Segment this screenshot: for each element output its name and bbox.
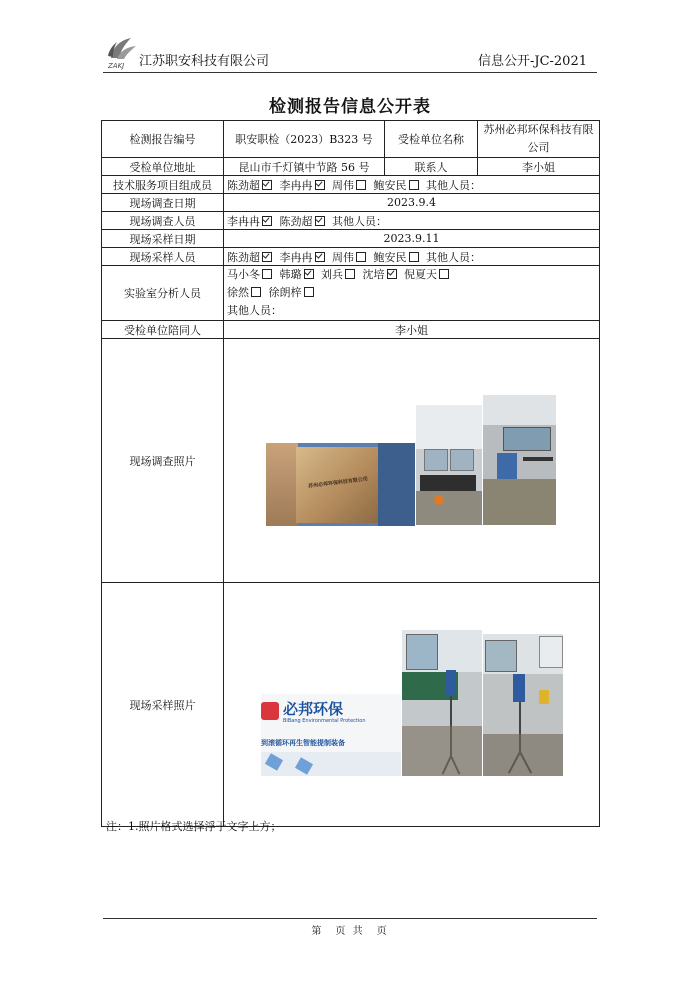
- contact-value: 李小姐: [478, 158, 600, 176]
- other-personnel-label: 其他人员：: [426, 250, 481, 264]
- report-no-label: 检测报告编号: [102, 121, 224, 158]
- checklist-item: 马小冬: [227, 268, 260, 281]
- team-checklist: [224, 176, 600, 194]
- checked-box-icon[interactable]: [387, 269, 397, 279]
- checklist-item: 刘兵: [321, 268, 343, 281]
- table-row: [102, 339, 600, 583]
- banner-slogan: 到滚循环再生智能提制装备: [261, 739, 345, 747]
- footnote: 注：1.照片格式选择浮于文字上方；: [106, 820, 282, 833]
- checklist-item: 陈劲超: [227, 250, 260, 264]
- page-header: [103, 30, 597, 73]
- client-value: 苏州必邦环保科技有限公司: [478, 121, 600, 158]
- sampling-photo-1: [402, 630, 482, 776]
- unchecked-box-icon[interactable]: [262, 269, 272, 279]
- surveyors-label: 现场调查人员: [102, 212, 224, 230]
- logo-text: ZAKJ: [108, 62, 125, 70]
- checklist-item: 沈培: [362, 268, 385, 281]
- contact-label: 联系人: [385, 158, 478, 176]
- table-row: [102, 266, 600, 321]
- checklist-item: 徐然: [227, 286, 249, 299]
- unchecked-box-icon[interactable]: [409, 252, 419, 262]
- address-value: 昆山市千灯镇中节路 56 号: [224, 158, 385, 176]
- team-label: 技术服务项目组成员: [102, 176, 224, 194]
- checklist-item: 徐朗梓: [268, 286, 302, 299]
- table-row: [102, 194, 600, 212]
- checklist-item: 韩璐: [279, 268, 302, 281]
- survey-photos-label: 现场调查照片: [102, 339, 224, 583]
- table-row: [102, 230, 600, 248]
- escort-label: 受检单位陪同人: [102, 321, 224, 339]
- plaque-text: 苏州必邦环保科技有限公司: [307, 476, 369, 490]
- unchecked-box-icon[interactable]: [251, 287, 261, 297]
- banner-photo: [261, 694, 401, 776]
- report-table: [101, 120, 600, 827]
- unchecked-box-icon[interactable]: [304, 287, 314, 297]
- table-row: [102, 121, 600, 158]
- survey-date-label: 现场调查日期: [102, 194, 224, 212]
- checked-box-icon[interactable]: [315, 216, 325, 226]
- checklist-item: 周伟: [332, 250, 354, 264]
- escort-value: 李小姐: [224, 321, 600, 339]
- table-row: [102, 212, 600, 230]
- unchecked-box-icon[interactable]: [356, 252, 366, 262]
- table-row: [102, 248, 600, 266]
- banner-brand: 必邦环保: [283, 700, 344, 718]
- company-logo-icon: [105, 32, 139, 70]
- workshop-photo: [416, 405, 482, 525]
- checked-box-icon[interactable]: [315, 252, 325, 262]
- checklist-item: 李冉冉: [279, 178, 313, 192]
- checklist-item: 倪夏天: [404, 268, 437, 281]
- table-row: [102, 176, 600, 194]
- checklist-item: 周伟: [332, 178, 354, 192]
- banner-english: BiBang Environmental Protection: [283, 718, 366, 724]
- survey-photos-cell: [224, 339, 600, 583]
- samplers-checklist: [224, 248, 600, 266]
- document-number: 信息公开-JC-2021: [477, 54, 587, 69]
- surveyors-checklist: [224, 212, 600, 230]
- unchecked-box-icon[interactable]: [439, 269, 449, 279]
- lab-checklist: [224, 266, 600, 321]
- checked-box-icon[interactable]: [304, 269, 314, 279]
- plaque-photo: [266, 443, 415, 526]
- unchecked-box-icon[interactable]: [356, 180, 366, 190]
- other-personnel-label: 其他人员：: [332, 214, 387, 228]
- checklist-item: 鲍安民: [373, 178, 407, 192]
- page-number: 第 页 共 页: [311, 926, 389, 937]
- sample-photos-label: 现场采样照片: [102, 583, 224, 827]
- page-title: 检测报告信息公开表: [269, 97, 431, 117]
- checklist-item: 李冉冉: [279, 250, 313, 264]
- other-personnel-label: 其他人员：: [227, 304, 282, 317]
- machine-photo: [483, 395, 556, 525]
- samplers-label: 现场采样人员: [102, 248, 224, 266]
- other-personnel-label: 其他人员：: [426, 178, 481, 192]
- client-label: 受检单位名称: [385, 121, 478, 158]
- sample-date-label: 现场采样日期: [102, 230, 224, 248]
- page-footer-rule: [103, 918, 597, 919]
- unchecked-box-icon[interactable]: [345, 269, 355, 279]
- checked-box-icon[interactable]: [315, 180, 325, 190]
- report-no-value: 职安职检（2023）B323 号: [224, 121, 385, 158]
- address-label: 受检单位地址: [102, 158, 224, 176]
- company-name: 江苏职安科技有限公司: [139, 54, 270, 69]
- table-row: [102, 583, 600, 827]
- lab-label: 实验室分析人员: [102, 266, 224, 321]
- sample-date-value: 2023.9.11: [224, 230, 600, 248]
- sampling-photo-2: [483, 634, 563, 776]
- checklist-item: 鲍安民: [373, 250, 407, 264]
- checklist-item: 陈劲超: [227, 178, 260, 192]
- checked-box-icon[interactable]: [262, 252, 272, 262]
- survey-date-value: 2023.9.4: [224, 194, 600, 212]
- checked-box-icon[interactable]: [262, 216, 272, 226]
- checklist-item: 李冉冉: [227, 214, 260, 228]
- checked-box-icon[interactable]: [262, 180, 272, 190]
- checklist-item: 陈劲超: [279, 214, 313, 228]
- unchecked-box-icon[interactable]: [409, 180, 419, 190]
- table-row: [102, 158, 600, 176]
- sample-photos-cell: [224, 583, 600, 827]
- table-row: [102, 321, 600, 339]
